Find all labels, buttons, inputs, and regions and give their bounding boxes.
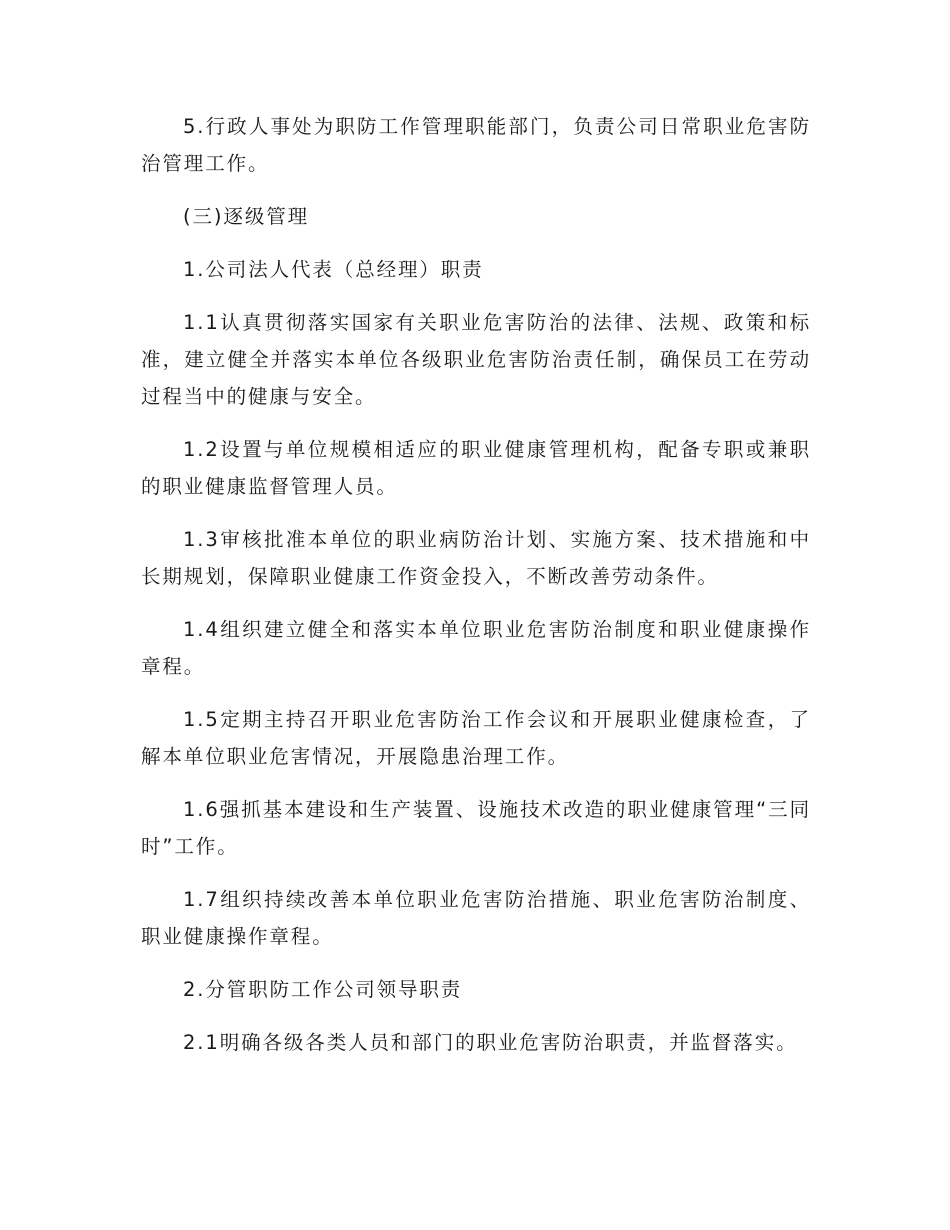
paragraph-1-5: 1.5定期主持召开职业危害防治工作会议和开展职业健康检查，了解本单位职业危害情况，开展隐患治理工作。	[141, 708, 811, 768]
paragraph-1-7: 1.7组织持续改善本单位职业危害防治措施、职业危害防治制度、职业健康操作章程。	[141, 888, 811, 948]
paragraph-1-6: 1.6强抓基本建设和生产装置、设施技术改造的职业健康管理“三同时”工作。	[141, 798, 811, 858]
paragraph-2-1: 2.1明确各级各类人员和部门的职业危害防治职责，并监督落实。	[183, 1031, 798, 1054]
paragraph-item-5: 5.行政人事处为职防工作管理职能部门，负责公司日常职业危害防治管理工作。	[141, 115, 811, 175]
section-heading-tiered-management: (三)逐级管理	[183, 205, 310, 228]
paragraph-1-2: 1.2设置与单位规模相适应的职业健康管理机构，配备专职或兼职的职业健康监督管理人员。	[141, 438, 811, 498]
paragraph-1-3: 1.3审核批准本单位的职业病防治计划、实施方案、技术措施和中长期规划，保障职业健康工作资金投入，不断改善劳动条件。	[141, 528, 811, 588]
subheading-legal-representative-duties: 1.公司法人代表（总经理）职责	[183, 258, 484, 281]
document-body	[141, 108, 811, 1061]
paragraph-1-1: 1.1认真贯彻落实国家有关职业危害防治的法律、法规、政策和标准，建立健全并落实本单位各级职业危害防治责任制，确保员工在劳动过程当中的健康与安全。	[141, 311, 811, 408]
subheading-leader-duties: 2.分管职防工作公司领导职责	[183, 978, 463, 1001]
paragraph-1-4: 1.4组织建立健全和落实本单位职业危害防治制度和职业健康操作章程。	[141, 618, 811, 678]
